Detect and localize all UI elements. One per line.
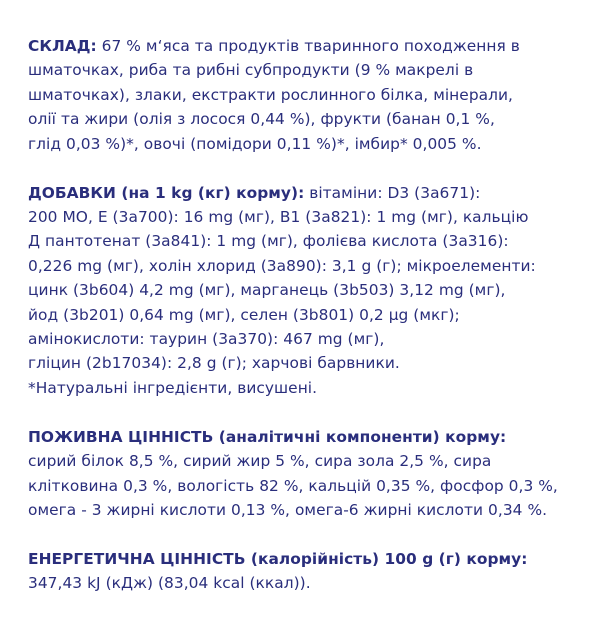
composition-line: шматочках), злаки, екстракти рослинного білка, мінерали, [28, 85, 513, 104]
nutrition-section [28, 425, 603, 523]
energy-section [28, 547, 603, 596]
composition-section [28, 34, 603, 156]
additives-line: 200 МО, E (3а700): 16 mg (мг), B1 (3а821): 1 mg (мг), кальцію [28, 207, 529, 226]
additives-line: амінокислоти: таурин (3а370): 467 mg (мг), [28, 329, 385, 348]
composition-line: 67 % м‘яса та продуктів тваринного походження в [96, 37, 520, 55]
composition-line: шматочках, риба та рибні субпродукти (9 % макрелі в [28, 61, 474, 80]
energy-line: 347,43 kJ (кДж) (83,04 kcal (ккал)). [28, 574, 311, 593]
energy-heading: ЕНЕРГЕТИЧНА ЦІННІСТЬ (калорійність) 100 g (г) корму: [28, 549, 528, 568]
product-label-text [28, 34, 603, 620]
additives-first-line [28, 181, 603, 205]
nutrition-line: сирий білок 8,5 %, сирий жир 5 %, сира зола 2,5 %, сира [28, 452, 492, 471]
composition-line: олії та жири (олія з лосося 0,44 %), фрукти (банан 0,1 %, [28, 110, 495, 129]
additives-line: Д пантотенат (3а841): 1 mg (мг), фолієва кислота (3а316): [28, 232, 509, 251]
additives-line: вітаміни: D3 (3а671): [304, 183, 481, 202]
additives-line: йод (3b201) 0,64 mg (мг), селен (3b801) 0,2 µg (мкг); [28, 305, 460, 324]
additives-line: 0,226 mg (мг), холін хлорид (3а890): 3,1 g (г); мікроелементи: [28, 256, 536, 275]
nutrition-line: омега - 3 жирні кислоти 0,13 %, омега-6 жирні кислоти 0,34 %. [28, 500, 548, 519]
additives-heading: ДОБАВКИ (на 1 kg (кг) корму): [28, 183, 305, 202]
composition-line: глід 0,03 %)*, овочі (помідори 0,11 %)*, імбир* 0,005 %. [28, 134, 482, 153]
nutrition-heading: ПОЖИВНА ЦІННІСТЬ (аналітичні компоненти) корму: [28, 427, 507, 446]
additives-section [28, 181, 603, 401]
additives-line: гліцин (2b17034): 2,8 g (г); харчові барвники. [28, 354, 400, 373]
nutrition-line: клітковина 0,3 %, вологість 82 %, кальцій 0,35 %, фосфор 0,3 %, [28, 476, 558, 495]
composition-first-line [28, 34, 603, 58]
additives-line: цинк (3b604) 4,2 mg (мг), марганець (3b503) 3,12 mg (мг), [28, 281, 506, 300]
additives-footnote: *Натуральні інгредієнти, висушені. [28, 378, 318, 397]
composition-heading: СКЛАД: [28, 37, 97, 55]
